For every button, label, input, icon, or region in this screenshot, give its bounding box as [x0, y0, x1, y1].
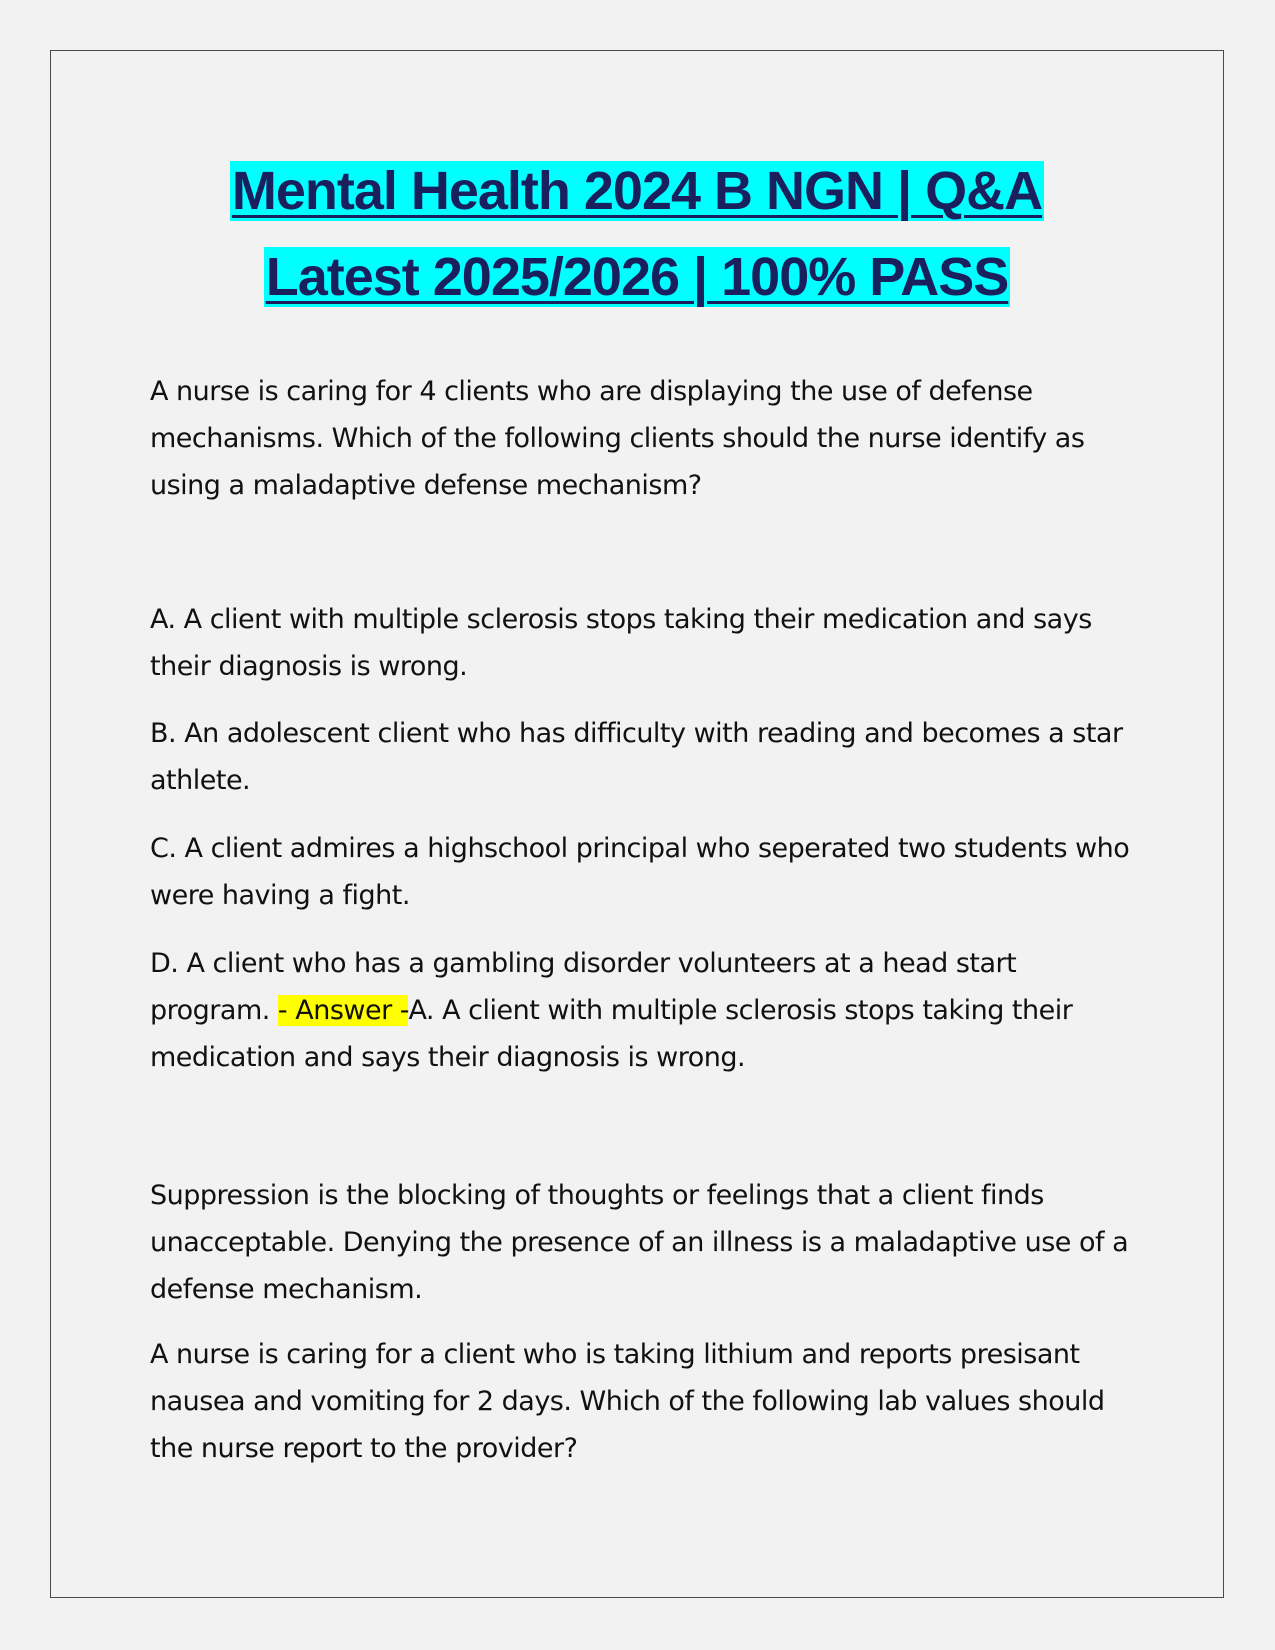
question-1-option-c: C. A client admires a highschool principal who seperated two students who were having a fight. — [150, 833, 1130, 911]
question-1-option-a-block — [150, 596, 1140, 690]
question-1-option-b: B. An adolescent client who has difficulty with reading and becomes a star athlete. — [150, 718, 1123, 796]
question-1-stem: A nurse is caring for 4 clients who are displaying the use of defense mechanisms. Which of the following clients should the nurse identify as using a maladaptive defense mechanism? — [150, 376, 1085, 501]
answer-marker: - Answer - — [277, 995, 409, 1026]
question-1-stem-block — [150, 368, 1140, 509]
question-1-option-d-block — [150, 940, 1140, 1081]
question-1-option-b-block — [150, 710, 1140, 804]
question-2-stem-block — [150, 1331, 1140, 1472]
question-1-option-c-block — [150, 825, 1140, 919]
question-1-rationale: Suppression is the blocking of thoughts or feelings that a client finds unacceptable. Denying the presence of an illness is a maladaptive use of a defense mechanism. — [150, 1180, 1129, 1305]
question-1-option-d: D. A client who has a gambling disorder volunteers at a head start program. — [150, 948, 1017, 1026]
question-2-stem: A nurse is caring for a client who is taking lithium and reports presisant nausea and vomiting for 2 days. Which of the following lab values should the nurse report to the provider? — [150, 1339, 1105, 1464]
document-title — [50, 148, 1224, 320]
question-1-option-d-with-answer — [150, 940, 1140, 1081]
question-1-option-a: A. A client with multiple sclerosis stops taking their medication and says their diagnosis is wrong. — [150, 604, 1092, 682]
answer-text: A. A client with multiple sclerosis stops taking their medication and says their diagnosis is wrong. — [150, 995, 1073, 1073]
title-line-2: Latest 2025/2026 | 100% PASS — [265, 247, 1009, 307]
title-line-1: Mental Health 2024 B NGN | Q&A — [231, 161, 1043, 221]
question-1-rationale-block — [150, 1172, 1140, 1313]
